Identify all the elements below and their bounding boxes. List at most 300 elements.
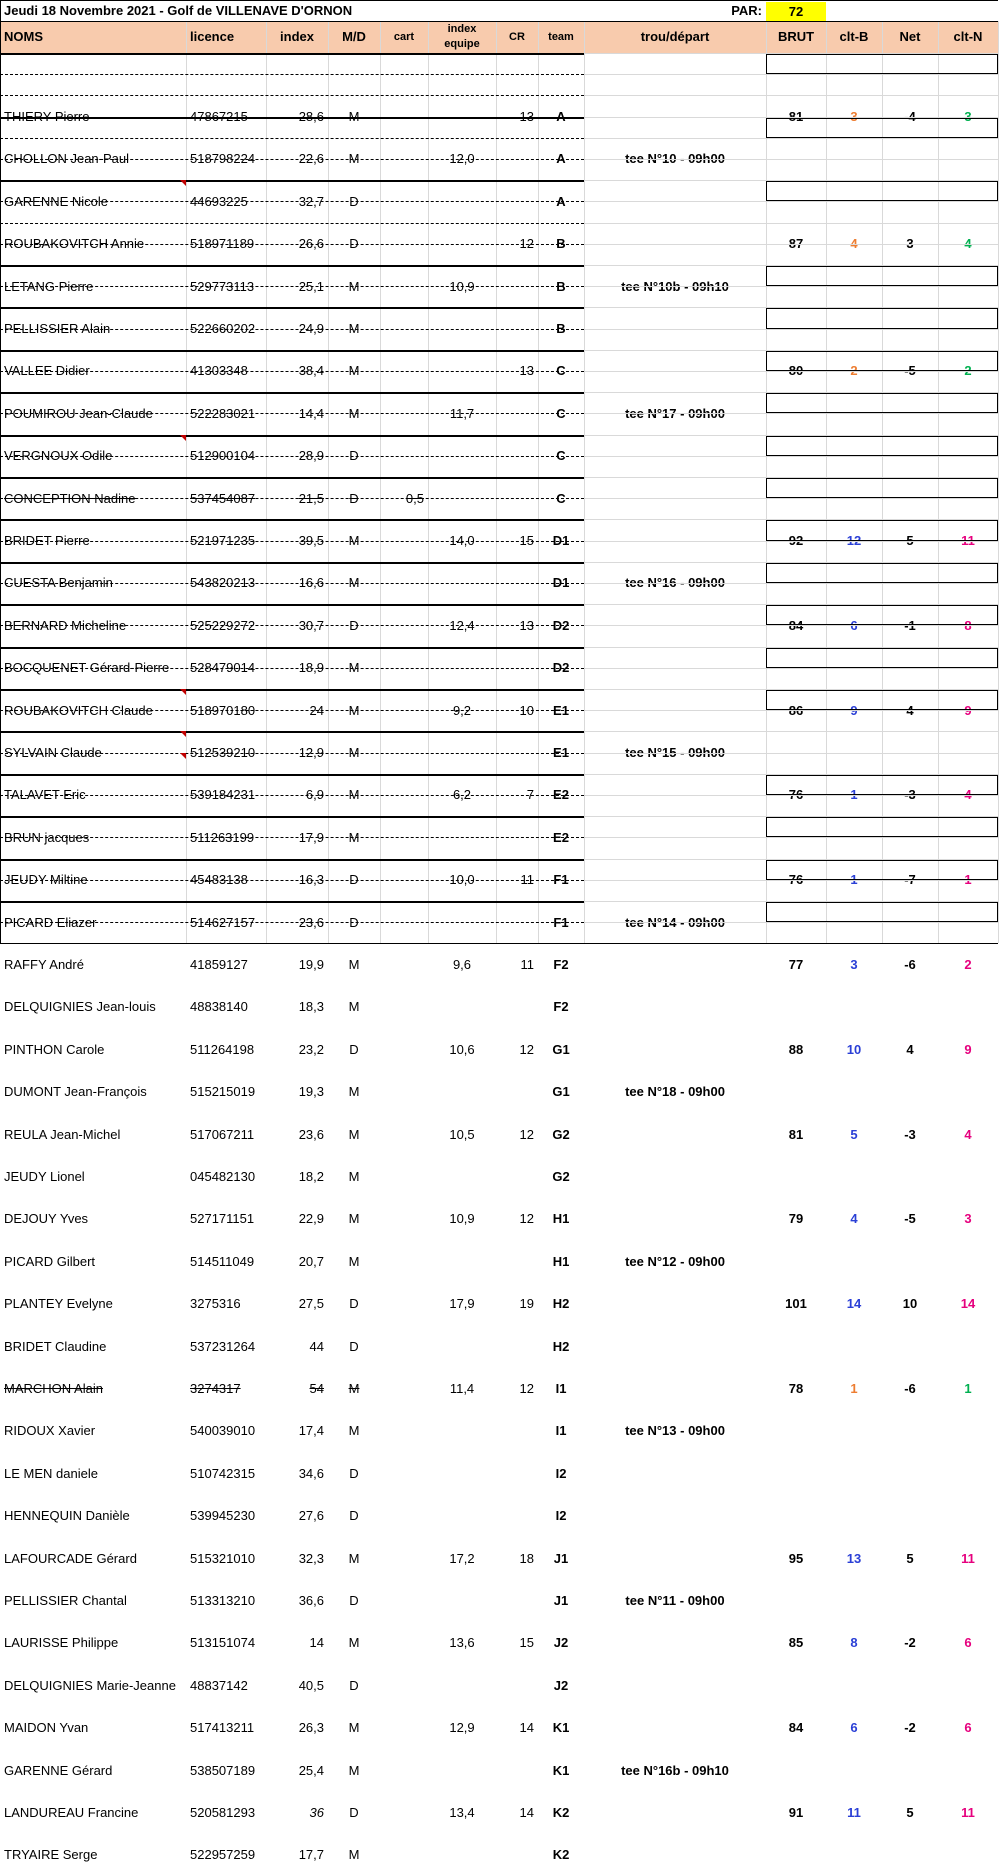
cell-index: 16,3 [298, 872, 324, 888]
cell-cltb: 13 [846, 1550, 862, 1566]
score-box [766, 775, 998, 795]
cell-licence: 522957259 [190, 1847, 256, 1863]
cell-index: 18,9 [298, 660, 324, 676]
row-separator [0, 307, 584, 309]
cell-md: M [348, 1169, 360, 1185]
cell-net: -3 [904, 1126, 916, 1142]
cell-licence: 510742315 [190, 1465, 256, 1481]
cell-cltn: 1 [964, 872, 972, 888]
cell-index: 38,4 [298, 363, 324, 379]
cell-cltb: 3 [850, 957, 858, 973]
cell-cr: 12 [519, 1126, 534, 1142]
header-border [0, 21, 998, 22]
row-separator [0, 583, 584, 584]
cell-name: REULA Jean-Michel [4, 1126, 121, 1142]
cell-team: F2 [553, 999, 569, 1015]
cell-md: M [348, 1847, 360, 1863]
cell-licence: 41303348 [190, 363, 248, 379]
cell-cltb: 9 [850, 702, 858, 718]
cell-licence: 514511049 [190, 1253, 255, 1269]
comment-marker-icon [180, 435, 186, 441]
cell-brut: 84 [788, 1720, 804, 1736]
cell-index: 32,7 [298, 193, 324, 209]
score-box [766, 563, 998, 583]
cell-idx-eq: 11,4 [449, 1381, 475, 1397]
cell-cltn: 11 [961, 1550, 975, 1566]
header-index-equipe-line2: equipe [444, 38, 480, 50]
cell-cltn: 3 [964, 1211, 972, 1227]
cell-cr: 13 [519, 617, 534, 633]
header-cltb: clt-B [839, 29, 869, 44]
sheet-title: Jeudi 18 Novembre 2021 - Golf de VILLENAVE D'ORNON [4, 3, 353, 18]
row-separator-right [584, 329, 998, 330]
cell-idx-eq: 13,6 [449, 1635, 475, 1651]
cell-idx-eq: 10,0 [449, 872, 475, 888]
score-box [766, 902, 998, 922]
cell-team: K1 [552, 1720, 570, 1736]
cell-tee: tee N°13 - 09h00 [625, 1423, 725, 1439]
cell-team: A [556, 151, 566, 167]
cell-md: M [348, 533, 360, 549]
cell-team: H1 [552, 1253, 570, 1269]
cell-brut: 78 [788, 1381, 804, 1397]
cell-licence: 511264198 [190, 1041, 255, 1057]
cell-brut: 79 [788, 1211, 804, 1227]
row-separator-right [584, 625, 998, 626]
cell-cltn: 9 [964, 702, 972, 718]
cell-cltn: 6 [964, 1635, 972, 1651]
cell-cltn: 2 [964, 363, 972, 379]
row-separator [0, 117, 584, 119]
cell-md: D [349, 1338, 359, 1354]
row-separator-right [584, 583, 998, 584]
cell-team: D1 [552, 533, 570, 549]
cell-cltb: 11 [847, 1805, 861, 1821]
cell-idx-eq: 9,2 [452, 702, 472, 718]
row-separator [0, 159, 584, 160]
cell-licence: 518971189 [190, 236, 255, 252]
cell-name: LANDUREAU Francine [4, 1805, 139, 1821]
row-separator [0, 625, 584, 626]
header-cltn: clt-N [953, 29, 983, 44]
cell-cr: 10 [519, 702, 534, 718]
cell-cr: 14 [519, 1805, 534, 1821]
row-separator [0, 413, 584, 414]
cell-name: CHOLLON Jean-Paul [4, 151, 129, 167]
cell-licence: 41859127 [190, 957, 248, 973]
cell-index: 36 [309, 1805, 324, 1821]
cell-name: TRYAIRE Serge [4, 1847, 98, 1863]
cell-team: J2 [553, 1677, 569, 1693]
cell-net: 4 [906, 702, 914, 718]
comment-marker-icon [180, 731, 186, 737]
cell-name: VALLEE Didier [4, 363, 90, 379]
cell-cr: 12 [519, 1381, 534, 1397]
row-separator-right [584, 837, 998, 838]
cell-team: K2 [552, 1805, 570, 1821]
cell-team: C [556, 490, 566, 506]
cell-md: M [348, 1720, 360, 1736]
cell-cltn: 4 [964, 236, 972, 252]
cell-md: M [348, 702, 360, 718]
cell-index: 27,5 [298, 1296, 324, 1312]
row-separator [0, 647, 584, 649]
cell-net: -2 [904, 1635, 916, 1651]
cell-index: 30,7 [298, 617, 324, 633]
row-separator-right [584, 498, 998, 499]
cell-name: MAIDON Yvan [4, 1720, 89, 1736]
cell-idx-eq: 9,6 [452, 957, 472, 973]
cell-index: 17,7 [298, 1847, 324, 1863]
cell-name: THIERY Pierre [4, 109, 90, 125]
cell-licence: 512900104 [190, 448, 256, 464]
cell-brut: 86 [788, 702, 804, 718]
cell-index: 18,2 [298, 1169, 324, 1185]
par-value: 72 [766, 2, 826, 21]
cell-md: D [349, 1805, 359, 1821]
cell-md: D [349, 914, 359, 930]
cell-md: D [349, 490, 359, 506]
cell-md: D [349, 236, 359, 252]
cell-md: M [348, 660, 360, 676]
cell-index: 25,1 [298, 278, 324, 294]
cell-md: M [348, 1126, 360, 1142]
cell-cr: 14 [519, 1720, 534, 1736]
cell-cltb: 1 [850, 872, 858, 888]
cell-md: M [348, 1635, 360, 1651]
cell-idx-eq: 14,0 [449, 533, 475, 549]
row-separator-right [584, 95, 998, 96]
cell-licence: 525229272 [190, 617, 256, 633]
comment-marker-icon [180, 689, 186, 695]
cell-idx-eq: 17,2 [449, 1550, 475, 1566]
cell-net: -6 [904, 1381, 916, 1397]
row-separator-right [584, 159, 998, 160]
score-box [766, 520, 998, 540]
cell-index: 25,4 [298, 1762, 324, 1778]
cell-licence: 537231264 [190, 1338, 256, 1354]
cell-name: BRIDET Pierre [4, 533, 90, 549]
cell-team: J1 [553, 1550, 569, 1566]
row-separator [0, 604, 584, 606]
row-separator [0, 710, 584, 711]
cell-md: D [349, 1465, 359, 1481]
cell-net: 10 [902, 1296, 918, 1312]
cell-md: M [348, 321, 360, 337]
cell-name: LETANG Pierre [4, 278, 94, 294]
score-box [766, 393, 998, 413]
cell-md: D [349, 448, 359, 464]
cell-index: 22,6 [298, 151, 324, 167]
cell-md: M [348, 109, 360, 125]
cell-name: PELLISSIER Alain [4, 321, 111, 337]
header-index-equipe-line1: index [447, 23, 477, 35]
cell-brut: 88 [788, 1041, 804, 1057]
cell-index: 6,9 [305, 787, 324, 803]
cell-brut: 91 [788, 1805, 804, 1821]
cell-index: 39,5 [298, 533, 324, 549]
cell-team: K1 [552, 1762, 570, 1778]
score-box [766, 605, 998, 625]
cell-tee: tee N°10b - 09h10 [621, 278, 729, 294]
par-label: PAR: [731, 3, 762, 18]
cell-team: B [556, 236, 566, 252]
cell-md: D [349, 1296, 359, 1312]
row-separator [0, 392, 584, 394]
cell-cltb: 4 [850, 1211, 858, 1227]
cell-index: 36,6 [298, 1593, 324, 1609]
cell-index: 32,3 [298, 1550, 324, 1566]
cell-brut: 76 [788, 872, 804, 888]
cell-md: M [348, 829, 360, 845]
cell-index: 23,6 [298, 914, 324, 930]
cell-name: LE MEN daniele [4, 1465, 98, 1481]
cell-brut: 101 [785, 1296, 807, 1312]
cell-cltn: 6 [964, 1720, 972, 1736]
cell-name: BOCQUENET Gérard-Pierre [4, 660, 170, 676]
row-separator-right [584, 668, 998, 669]
cell-name: VERGNOUX Odile [4, 448, 113, 464]
cell-name: MARCHON Alain [4, 1381, 103, 1397]
cell-team: D2 [552, 660, 570, 676]
cell-tee: tee N°18 - 09h00 [625, 1084, 725, 1100]
cell-team: J1 [553, 1593, 569, 1609]
score-box [766, 118, 998, 138]
cell-index: 26,6 [298, 236, 324, 252]
cell-cr: 19 [519, 1296, 534, 1312]
cell-brut: 87 [788, 236, 804, 252]
cell-name: JEUDY Lionel [4, 1169, 85, 1185]
cell-md: M [348, 787, 360, 803]
cell-cltb: 1 [850, 1381, 858, 1397]
cell-licence: 522283021 [190, 405, 256, 421]
cell-team: I2 [555, 1465, 567, 1481]
cell-name: GARENNE Gérard [4, 1762, 113, 1778]
row-separator-right [584, 371, 998, 372]
cell-brut: 81 [788, 1126, 804, 1142]
cell-licence: 522660202 [190, 321, 256, 337]
score-box [766, 54, 998, 74]
cell-md: D [349, 1677, 359, 1693]
cell-licence: 515215019 [190, 1084, 256, 1100]
cell-cltb: 5 [850, 1126, 858, 1142]
cell-licence: 045482130 [190, 1169, 256, 1185]
cell-cltb: 6 [850, 617, 858, 633]
row-separator [0, 371, 584, 372]
row-separator-right [584, 710, 998, 711]
cell-team: A [556, 193, 566, 209]
cell-cr: 7 [526, 787, 534, 803]
cell-team: D1 [552, 575, 570, 591]
cell-licence: 529773113 [190, 278, 255, 294]
row-separator-right [584, 456, 998, 457]
cell-name: SYLVAIN Claude [4, 745, 102, 761]
cell-name: CONCEPTION Nadine [4, 490, 136, 506]
header-trou: trou/départ [640, 29, 710, 44]
cell-name: DELQUIGNIES Jean-louis [4, 999, 156, 1015]
cell-index: 24,9 [298, 321, 324, 337]
cell-team: B [556, 278, 566, 294]
cell-team: G2 [552, 1169, 570, 1185]
cell-tee: tee N°11 - 09h00 [625, 1593, 725, 1609]
cell-tee: tee N°14 - 09h00 [625, 914, 725, 930]
cell-md: M [348, 405, 360, 421]
cell-team: K2 [552, 1847, 570, 1863]
cell-cltb: 3 [850, 109, 858, 125]
cell-idx-eq: 12,9 [449, 1720, 475, 1736]
cell-team: C [556, 363, 566, 379]
row-separator [0, 837, 584, 838]
cell-net: 5 [906, 1805, 914, 1821]
cell-cltn: 4 [964, 1126, 972, 1142]
row-separator [0, 223, 584, 224]
cell-index: 21,5 [298, 490, 324, 506]
cell-licence: 518970180 [190, 702, 256, 718]
cell-licence: 520581293 [190, 1805, 256, 1821]
cell-team: G1 [552, 1041, 570, 1057]
row-separator-right [584, 138, 998, 139]
row-separator [0, 201, 584, 202]
cell-cr: 12 [519, 1041, 534, 1057]
row-separator-right [584, 74, 998, 75]
row-separator [0, 95, 584, 96]
cell-index: 54 [309, 1381, 324, 1397]
row-separator [0, 901, 584, 903]
cell-index: 20,7 [298, 1253, 324, 1269]
cell-index: 44 [309, 1338, 324, 1354]
cell-licence: 517067211 [190, 1126, 255, 1142]
cell-cltn: 3 [964, 109, 972, 125]
cell-cltn: 11 [961, 533, 975, 549]
cell-index: 17,9 [298, 829, 324, 845]
score-box [766, 436, 998, 456]
cell-md: M [348, 363, 360, 379]
cell-team: I1 [555, 1381, 567, 1397]
cell-md: M [348, 1381, 360, 1397]
cell-net: 4 [906, 1041, 914, 1057]
cell-index: 24 [309, 702, 324, 718]
cell-team: G2 [552, 1126, 570, 1142]
cell-team: F1 [553, 914, 569, 930]
header-licence: licence [190, 29, 235, 44]
cell-md: M [348, 1550, 360, 1566]
header-net: Net [899, 29, 921, 44]
cell-index: 18,3 [298, 999, 324, 1015]
cell-brut: 77 [788, 957, 804, 973]
cell-name: GARENNE Nicole [4, 193, 109, 209]
cell-index: 23,2 [298, 1041, 324, 1057]
cell-md: M [348, 745, 360, 761]
cell-licence: 527171151 [190, 1211, 255, 1227]
cell-licence: 512539210 [190, 745, 256, 761]
cell-net: -7 [904, 872, 916, 888]
cell-team: F2 [553, 957, 569, 973]
cell-index: 40,5 [298, 1677, 324, 1693]
cell-brut: 76 [788, 787, 804, 803]
cell-md: M [348, 575, 360, 591]
cell-cltb: 12 [846, 533, 862, 549]
cell-idx-eq: 11,7 [449, 405, 475, 421]
row-separator-right [584, 413, 998, 414]
cell-md: M [348, 1423, 360, 1439]
row-separator-right [584, 223, 998, 224]
cell-idx-eq: 10,9 [449, 1211, 475, 1227]
score-box [766, 266, 998, 286]
cell-idx-eq: 12,4 [449, 617, 475, 633]
cell-team: B [556, 321, 566, 337]
cell-md: D [349, 193, 359, 209]
row-separator-right [584, 922, 998, 923]
cell-team: I2 [555, 1508, 567, 1524]
cell-idx-eq: 17,9 [449, 1296, 475, 1312]
cell-brut: 95 [788, 1550, 804, 1566]
header-cr: CR [509, 31, 525, 43]
cell-net: -5 [904, 363, 916, 379]
row-separator [0, 244, 584, 245]
row-separator [0, 731, 584, 733]
cell-cltb: 14 [846, 1296, 862, 1312]
cell-md: M [348, 151, 360, 167]
cell-name: RAFFY André [4, 957, 84, 973]
cell-licence: 515321010 [190, 1550, 256, 1566]
cell-cr: 13 [519, 363, 534, 379]
cell-tee: tee N°15 - 09h00 [625, 745, 725, 761]
cell-name: LAURISSE Philippe [4, 1635, 119, 1651]
grid-border-bottom [0, 943, 998, 944]
row-separator-right [584, 753, 998, 754]
header-team: team [548, 31, 574, 43]
cell-net: -3 [904, 787, 916, 803]
row-separator [0, 795, 584, 796]
row-separator-right [584, 880, 998, 881]
cell-index: 16,6 [298, 575, 324, 591]
row-separator-right [584, 201, 998, 202]
cell-name: BRIDET Claudine [4, 1338, 107, 1354]
cell-licence: 540039010 [190, 1423, 256, 1439]
cell-team: H2 [552, 1338, 570, 1354]
cell-licence: 3275316 [190, 1296, 241, 1312]
cell-net: 3 [906, 236, 914, 252]
cell-cr: 15 [519, 1635, 534, 1651]
row-separator [0, 880, 584, 881]
cell-cltn: 1 [964, 1381, 972, 1397]
cell-licence: 521971235 [190, 533, 256, 549]
cell-net: -5 [904, 1211, 916, 1227]
score-box [766, 351, 998, 371]
cell-name: POUMIROU Jean-Claude [4, 405, 153, 421]
cell-md: M [348, 1211, 360, 1227]
cell-index: 19,3 [298, 1084, 324, 1100]
cell-licence: 513151074 [190, 1635, 256, 1651]
cell-team: E1 [553, 745, 569, 761]
cell-name: CUESTA Benjamin [4, 575, 113, 591]
cell-index: 28,6 [298, 109, 324, 125]
cell-tee: tee N°17 - 09h00 [625, 405, 725, 421]
cell-cr: 15 [519, 533, 534, 549]
score-box [766, 817, 998, 837]
cell-team: E2 [553, 787, 569, 803]
row-separator [0, 562, 584, 564]
row-separator [0, 180, 584, 182]
cell-cltn: 4 [964, 787, 972, 803]
cell-md: M [348, 1762, 360, 1778]
cell-index: 26,3 [298, 1720, 324, 1736]
row-separator [0, 74, 584, 75]
cell-name: DUMONT Jean-François [4, 1084, 147, 1100]
score-box [766, 648, 998, 668]
cell-licence: 514627157 [190, 914, 256, 930]
row-separator [0, 265, 584, 267]
